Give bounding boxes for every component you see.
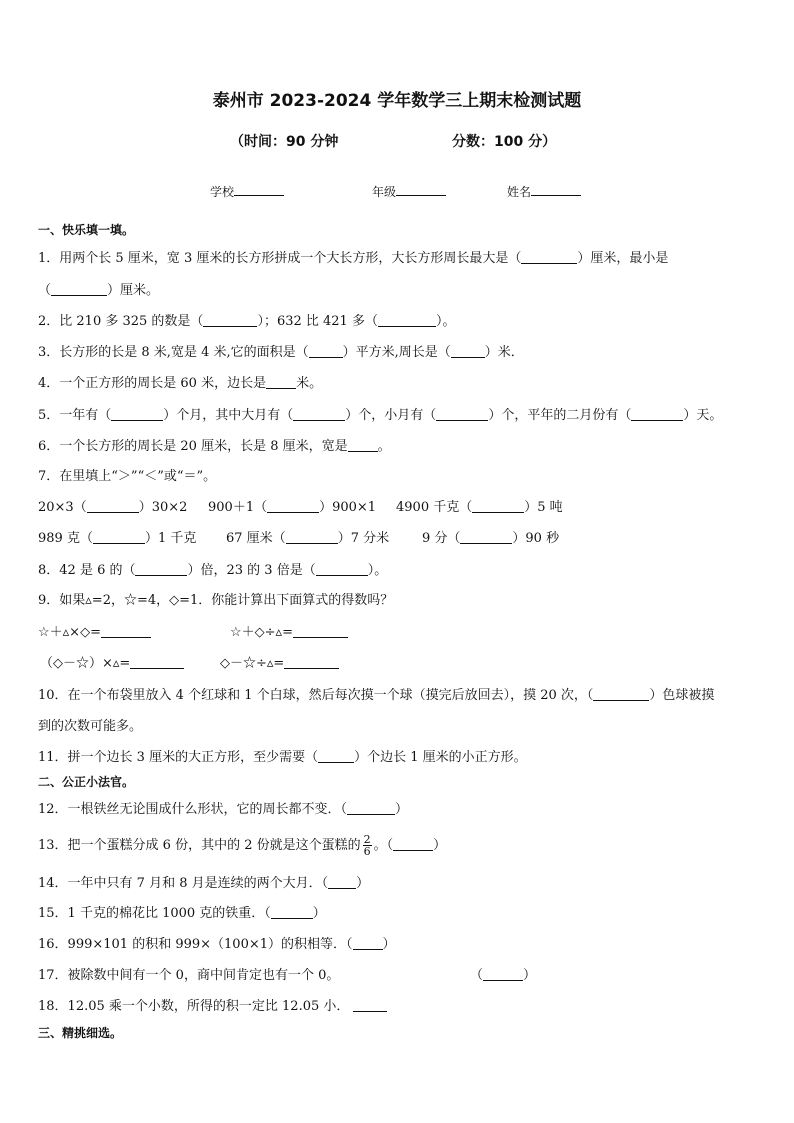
section-3-heading: 三、精挑细选。: [38, 1026, 123, 1040]
q7-item: 9 分（ ）90 秒: [422, 531, 560, 546]
answer-blank[interactable]: [393, 837, 433, 851]
answer-blank[interactable]: [267, 499, 319, 513]
answer-blank[interactable]: [130, 655, 184, 669]
answer-blank[interactable]: [101, 624, 151, 638]
answer-blank[interactable]: [111, 407, 163, 421]
name-label: 姓名: [507, 185, 532, 199]
q7-item: 4900 千克（ ）5 吨: [396, 500, 563, 515]
question-16: 16．999×101 的积和 999×（100×1）的积相等．（ ）: [38, 937, 396, 952]
q7-item: 67 厘米（ ）7 分米: [226, 531, 390, 546]
question-10-line-2: 到的次数可能多。: [38, 719, 143, 734]
answer-blank[interactable]: [483, 967, 523, 981]
answer-blank[interactable]: [203, 313, 257, 327]
answer-blank[interactable]: [271, 905, 313, 919]
question-18: 18．12.05 乘一个小数，所得的积一定比 12.05 小．: [38, 998, 387, 1016]
answer-blank[interactable]: [472, 499, 524, 513]
answer-blank[interactable]: [93, 530, 145, 544]
grade-field[interactable]: [372, 183, 446, 200]
page-title: 泰州市 2023-2024 学年数学三上期末检测试题: [212, 91, 582, 111]
question-10-line-1: 10．在一个布袋里放入 4 个红球和 1 个白球，然后每次摸一个球（摸完后放回去），摸 20 次，（ ）色球被摸: [38, 688, 715, 703]
answer-blank[interactable]: [293, 624, 348, 638]
answer-blank[interactable]: [348, 438, 378, 452]
answer-blank[interactable]: [593, 687, 649, 701]
answer-blank[interactable]: [284, 655, 339, 669]
question-5: 5．一年有（ ）个月，其中大月有（ ）个，小月有（ ）个，平年的二月份有（ ）天。: [38, 408, 723, 423]
question-1-line-2: （ ）厘米。: [38, 283, 160, 298]
question-2: 2．比 210 多 325 的数是（ ）；632 比 421 多（ ）。: [38, 314, 456, 329]
section-2-heading: 二、公正小法官。: [38, 775, 135, 789]
answer-blank[interactable]: [631, 407, 683, 421]
answer-blank[interactable]: [318, 749, 354, 763]
q9-expression: ☆＋◇÷▵=: [230, 624, 348, 642]
question-12: 12．一根铁丝无论围成什么形状，它的周长都不变．（ ）: [38, 802, 409, 817]
q7-item: 20×3（ ）30×2: [38, 500, 188, 515]
question-6: 6．一个长方形的周长是 20 厘米，长是 8 厘米，宽是 。: [38, 439, 391, 454]
question-17: 17．被除数中间有一个 0，商中间肯定也有一个 0。: [38, 968, 340, 983]
exam-time: （时间：90 分钟: [230, 134, 339, 150]
question-15: 15．1 千克的棉花比 1000 克的铁重．（ ）: [38, 906, 326, 921]
q9-expression: ◇－☆÷▵=: [220, 655, 339, 673]
question-4: 4．一个正方形的周长是 60 米，边长是 米。: [38, 376, 323, 391]
answer-blank[interactable]: [353, 936, 383, 950]
question-3: 3．长方形的长是 8 米,宽是 4 米,它的面积是（ ）平方米,周长是（ ）米．: [38, 345, 524, 360]
grade-label: 年级: [372, 185, 397, 199]
answer-blank[interactable]: [328, 875, 356, 889]
q9-expression: （◇－☆）×▵=: [40, 655, 184, 673]
question-13: 13．把一个蛋糕分成 6 份，其中的 2 份就是这个蛋糕的 $\frac{2}{6}$ 。（ ）: [38, 833, 447, 858]
question-17-answer: （ ）: [470, 968, 537, 983]
name-field[interactable]: [507, 183, 581, 200]
answer-blank[interactable]: [135, 562, 187, 576]
q7-item: 989 克（ ）1 千克: [38, 531, 197, 546]
answer-blank[interactable]: [293, 407, 345, 421]
school-label: 学校: [210, 185, 235, 199]
answer-blank[interactable]: [87, 499, 139, 513]
question-11: 11．拼一个边长 3 厘米的大正方形，至少需要（ ）个边长 1 厘米的小正方形。: [38, 750, 527, 765]
answer-blank[interactable]: [51, 282, 107, 296]
exam-score: 分数：100 分）: [452, 134, 557, 150]
answer-blank[interactable]: [266, 375, 296, 389]
answer-blank[interactable]: [286, 530, 338, 544]
answer-blank[interactable]: [521, 250, 577, 264]
school-field[interactable]: [210, 183, 284, 200]
answer-blank[interactable]: [460, 530, 512, 544]
q7-item: 900＋1（ ）900×1: [208, 500, 377, 515]
question-1-line-1: 1．用两个长 5 厘米，宽 3 厘米的长方形拼成一个大长方形，大长方形周长最大是（ ）厘米，最小是: [38, 251, 669, 266]
q9-expression: ☆＋▵×◇=: [38, 624, 151, 642]
answer-blank[interactable]: [353, 998, 387, 1012]
answer-blank[interactable]: [347, 801, 395, 815]
answer-blank[interactable]: [378, 313, 436, 327]
fraction: $\frac{2}{6}$: [363, 833, 371, 858]
answer-blank[interactable]: [316, 562, 368, 576]
answer-blank[interactable]: [436, 407, 488, 421]
question-7: 7．在里填上“＞”“＜”或“＝”。: [38, 469, 217, 484]
section-1-heading: 一、快乐填一填。: [38, 223, 135, 237]
question-9: 9．如果▵=2，☆=4，◇=1．你能计算出下面算式的得数吗？: [38, 593, 394, 608]
answer-blank[interactable]: [309, 344, 343, 358]
question-8: 8．42 是 6 的（ ）倍，23 的 3 倍是（ ）。: [38, 563, 388, 578]
question-14: 14．一年中只有 7 月和 8 月是连续的两个大月．（ ）: [38, 876, 370, 891]
answer-blank[interactable]: [451, 344, 485, 358]
